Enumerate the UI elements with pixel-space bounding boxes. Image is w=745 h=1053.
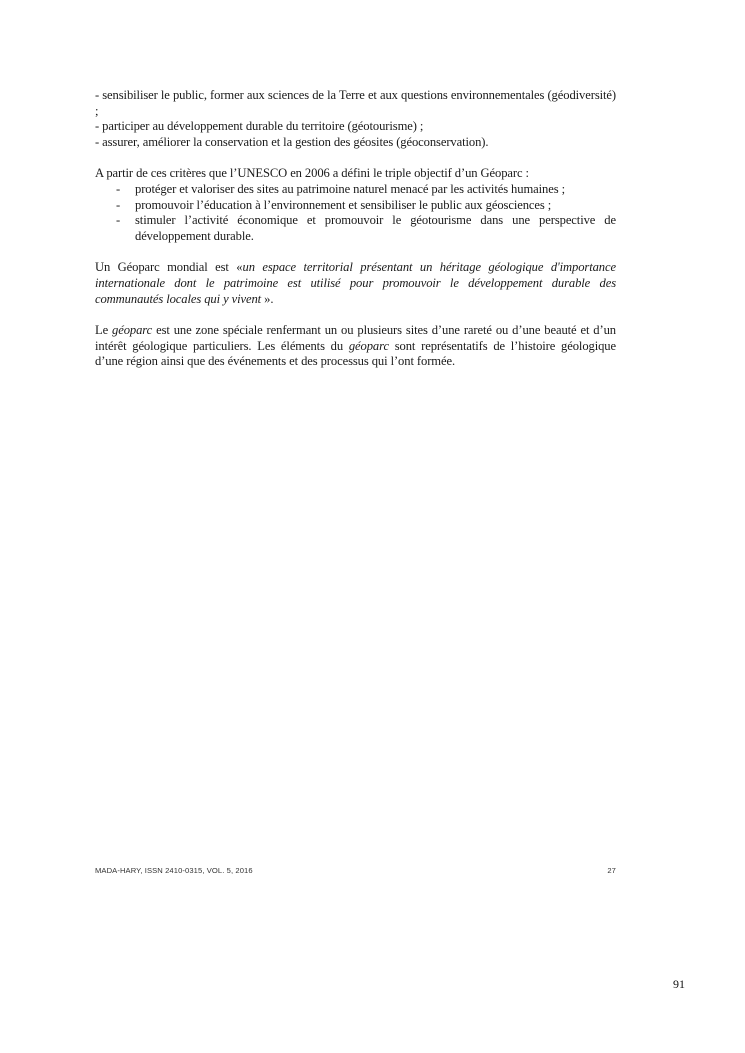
definition-paragraph bbox=[95, 323, 616, 370]
list-item bbox=[95, 198, 616, 214]
objective-line: - participer au développement durable du territoire (géotourisme) ; bbox=[95, 119, 424, 134]
objective-line: - assurer, améliorer la conservation et la gestion des géosites (géoconservation). bbox=[95, 134, 489, 149]
list-item bbox=[95, 182, 616, 198]
mondial-paragraph bbox=[95, 260, 616, 307]
journal-citation: MADA-HARY, ISSN 2410-0315, VOL. 5, 2016 bbox=[95, 866, 253, 875]
mondial-text bbox=[95, 260, 616, 307]
objectives-list bbox=[95, 88, 616, 150]
definition-text bbox=[95, 323, 616, 370]
inner-page-number: 27 bbox=[607, 866, 616, 875]
mondial-suffix: ». bbox=[261, 291, 274, 306]
objective-line: - sensibiliser le public, former aux sciences de la Terre et aux questions environnementales (géodiversité) ; bbox=[95, 88, 616, 118]
unesco-objectives-list bbox=[95, 182, 616, 244]
list-item-text: stimuler l’activité économique et promouvoir le géotourisme dans une perspective de développement durable. bbox=[135, 213, 616, 243]
dash-bullet: - bbox=[116, 181, 121, 196]
list-item bbox=[95, 213, 616, 244]
dash-bullet: - bbox=[116, 213, 121, 228]
list-item-text: promouvoir l’éducation à l’environnement et sensibiliser le public aux géosciences ; bbox=[135, 197, 552, 212]
list-item-text: protéger et valoriser des sites au patrimoine naturel menacé par les activités humaines ; bbox=[135, 181, 565, 196]
definition-term: géoparc bbox=[348, 338, 389, 353]
definition-part-2: est une zone spéciale renfermant un ou plusieurs sites d’une rareté ou d’une beauté et d’un intérêt géologique particuliers. Les éléments du bbox=[95, 323, 616, 353]
page-number: 91 bbox=[673, 977, 685, 991]
definition-term: géoparc bbox=[112, 323, 153, 338]
unesco-lead-paragraph: A partir de ces critères que l’UNESCO en 2006 a défini le triple objectif d’un Géoparc : bbox=[95, 166, 529, 181]
definition-part-3: sont représentatifs de l’histoire géologique d’une région ainsi que des événements et des processus qui l’ont formée. bbox=[95, 338, 616, 369]
definition-part-1: Le bbox=[95, 323, 113, 338]
mondial-prefix: Un Géoparc mondial est « bbox=[95, 260, 243, 275]
dash-bullet: - bbox=[116, 197, 121, 212]
journal-footer bbox=[95, 866, 616, 875]
unesco-section bbox=[95, 166, 616, 244]
page-body bbox=[95, 88, 616, 386]
mondial-quote: un espace territorial présentant un héritage géologique d'importance internationale dont le patrimoine est utilisé pour promouvoir le développement durable des communautés locales qui y vivent bbox=[95, 260, 616, 306]
